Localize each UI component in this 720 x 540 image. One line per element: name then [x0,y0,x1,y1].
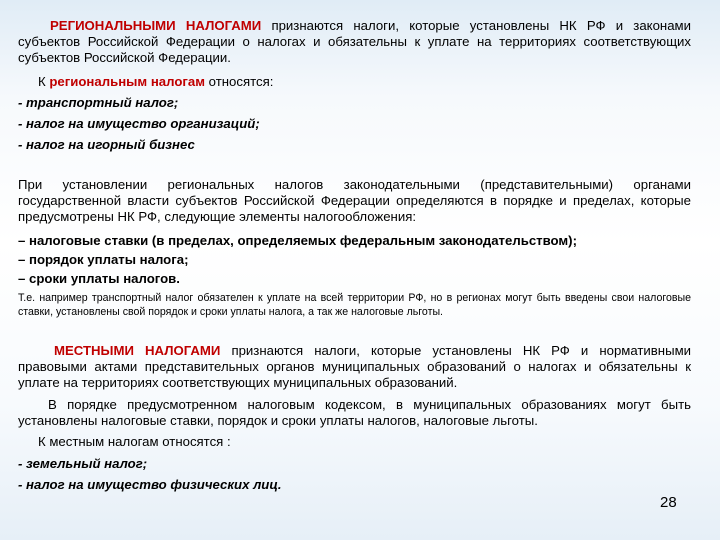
local-taxes-list-intro: К местным налогам относятся : [38,434,231,449]
regional-taxes-definition-text: признаются налоги, которые установлены НК РФ и законами субъектов Российской Федерации о налогах и обязательны к уплате на территориях соответствующих субъектов Российской Федерации. [18,18,691,65]
page-number: 28 [660,494,677,511]
transport-tax-note: Т.е. например транспортный налог обязателен к уплате на всей территории РФ, но в регионах могут быть введены свои налоговые ставки, установлены свой порядок и сроки уплаты налога, а так же налоговые льготы. [18,292,691,318]
regional-taxes-list-intro [18,74,691,90]
regional-list-suffix: относятся: [204,74,274,89]
regional-tax-item: - транспортный налог; [18,95,179,110]
regional-list-prefix: К [38,74,50,89]
tax-elements-paragraph: При установлении региональных налогов законодательными (представительными) органами государственной власти субъектов Российской Федерации определяются в порядке и пределах, которые предусмотрены НК РФ, следующие элементы налогообложения: [18,177,691,224]
local-tax-item: - земельный налог; [18,456,148,471]
local-tax-item: - налог на имущество физических лиц. [18,477,282,492]
local-taxes-term: МЕСТНЫМИ НАЛОГАМИ [54,343,221,358]
regional-list-term: региональным налогам [49,74,205,89]
regional-taxes-definition [18,18,691,66]
local-taxes-procedure: В порядке предусмотренном налоговым кодексом, в муниципальных образованиях могут быть установлены налоговые ставки, порядок и сроки уплаты налогов, налоговые льготы. [18,397,691,428]
tax-element-item: – сроки уплаты налогов. [18,271,180,286]
regional-tax-item: - налог на имущество организаций; [18,116,260,131]
local-taxes-definition [18,343,691,391]
tax-element-item: – налоговые ставки (в пределах, определяемых федеральным законодательством); [18,233,577,248]
regional-tax-item: - налог на игорный бизнес [18,137,195,152]
regional-taxes-term: РЕГИОНАЛЬНЫМИ НАЛОГАМИ [50,18,262,33]
tax-element-item: – порядок уплаты налога; [18,252,189,267]
local-taxes-definition-text: признаются налоги, которые установлены НК РФ и нормативными правовыми актами представительных органов муниципальных образований о налогах и обязательны к уплате на территориях соответствующих муниципальных образований. [18,343,691,390]
